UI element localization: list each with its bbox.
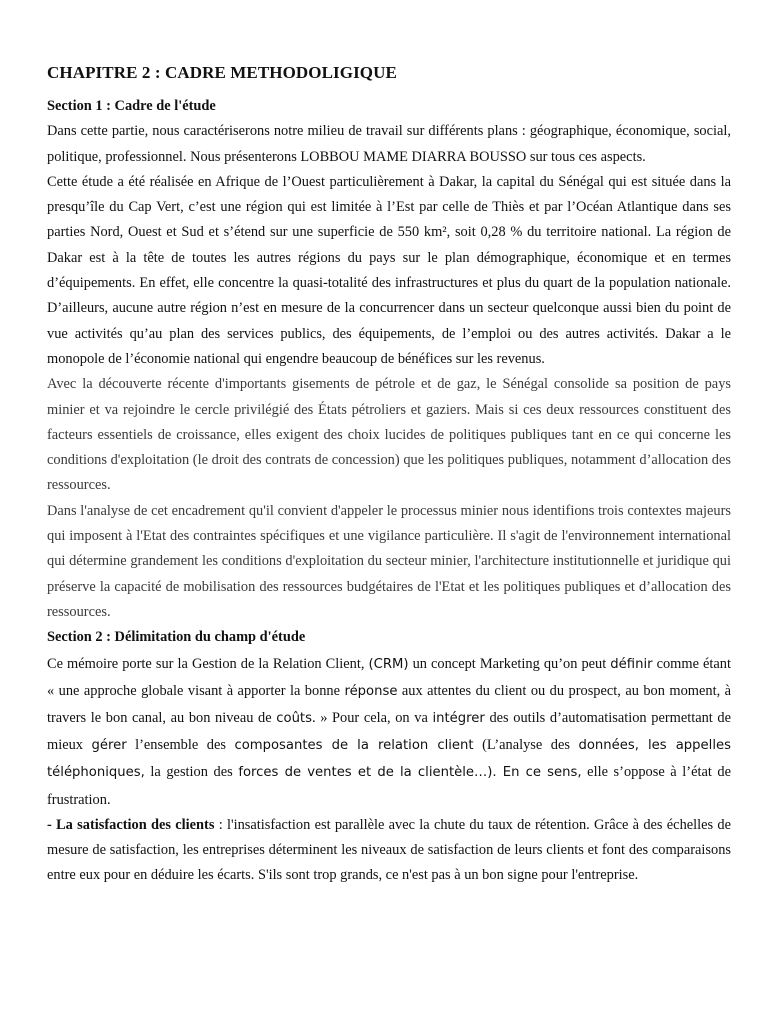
crm-text-6: réponse <box>344 683 398 699</box>
section-1-paragraph-intro: Dans cette partie, nous caractériserons notre milieu de travail sur différents plans : géographique, économique, social, politique, professionnel. Nous présenterons LOBBOU MAME DIARRA BOUSSO sur tous ces aspects. <box>47 123 731 165</box>
section-1-paragraph-petrole: Avec la découverte récente d'importants gisements de pétrole et de gaz, le Sénégal consolide sa position de pays minier et va rejoindre le cercle privilégié des États pétroliers et gaziers. Mais si ces deux ressources constituent des facteurs essentiels de croissance, elles exigent des choix lucides de politiques publiques tant en ce qui concerne les conditions d'exploitation (le droit des contrats de concession) que les politiques publiques, notamment d’allocation des ressources. <box>47 376 731 494</box>
chapter-title: CHAPITRE 2 : CADRE METHODOLIGIQUE <box>47 63 397 82</box>
crm-text-18: forces de ventes et de la clientèle…). <box>238 765 497 781</box>
crm-text-7: aux attentes du client ou du prospect, au bon moment, à travers le bon canal, au bon niveau de <box>47 682 732 726</box>
crm-text-11: des outils d’automatisation permettant de mieux <box>47 709 732 754</box>
section-1-paragraph-processus-minier: Dans l'analyse de cet encadrement qu'il convient d'appeler le processus minier nous identifions trois contextes majeurs qui imposent à l'Etat des contraintes spécifiques et une vigilance particulière. Il s'agit de l'environnement international qui détermine grandement les conditions d'exploitation du secteur minier, l'architecture institutionnelle et juridique qui préserve la capacité de mobilisation des ressources budgétaires de l'Etat et les politiques publiques et d’allocation des ressources. <box>47 502 731 620</box>
section-1-title: Section 1 : Cadre de l'étude <box>47 98 216 114</box>
section-2-title: Section 2 : Délimitation du champ d'étude <box>47 629 306 646</box>
crm-text-5: comme étant « une approche globale visant à apporter la bonne <box>47 655 731 699</box>
crm-text-20: elle s’oppose à l’état de frustration. <box>47 764 732 808</box>
crm-text-4: définir <box>610 656 653 672</box>
crm-text-10: intégrer <box>432 710 485 726</box>
section-2-paragraph-satisfaction <box>47 813 731 889</box>
crm-text-13: l’ensemble des <box>126 737 235 754</box>
crm-text-15: (L’analyse des <box>473 737 579 754</box>
satisfaction-lead: - La satisfaction des clients <box>47 816 215 833</box>
crm-text-17: la gestion des <box>144 764 239 781</box>
crm-text-1: Ce mémoire porte sur la Gestion de la Relation Client, <box>47 655 369 672</box>
section-2-paragraph-crm <box>47 651 731 813</box>
crm-text-14: composantes de la relation client <box>234 738 474 754</box>
crm-text-8: coûts <box>276 710 312 726</box>
crm-text-2: (CRM) <box>368 656 409 672</box>
satisfaction-text: : l'insatisfaction est parallèle avec la chute du taux de rétention. Grâce à des échelles de mesure de satisfaction, les entreprises déterminent les niveaux de satisfaction de leurs clients et font des comparaisons entre eux pour en déduire les écarts. S'ils sont trop grands, ce n'est pas à un bon signe pour l'entreprise. <box>47 816 731 884</box>
section-1-paragraph-dakar: Cette étude a été réalisée en Afrique de l’Ouest particulièrement à Dakar, la capital du Sénégal qui est située dans la presqu’île du Cap Vert, c’est une région qui est limitée à l’Est par celle de Thiès et par l’Océan Atlantique dans ses parties Nord, Ouest et Sud et s’étend sur une superficie de 550 km², soit 0,28 % du territoire national. La région de Dakar est à la tête de toutes les autres régions du pays sur le plan démographique, économique et en termes d’équipements. En effet, elle concentre la quasi-totalité des infrastructures et plus du quart de la population nationale. D’ailleurs, aucune autre région n’est en mesure de la concurrencer dans un secteur quelconque aussi bien du point de vue activités qu’au plan des services publics, des équipements, de l’emploi ou des autres activités. Dakar a le monopole de l’économie national qui engendre beaucoup de bénéfices sur les revenus. <box>47 173 731 367</box>
document-page <box>47 58 731 889</box>
crm-text-12: gérer <box>91 738 127 754</box>
crm-text-3: un concept Marketing qu’on peut <box>408 655 611 672</box>
crm-text-16: données, les appelles téléphoniques, <box>47 738 731 781</box>
crm-text-9: . » Pour cela, on va <box>311 709 433 726</box>
crm-text-19: En ce sens, <box>496 765 582 781</box>
